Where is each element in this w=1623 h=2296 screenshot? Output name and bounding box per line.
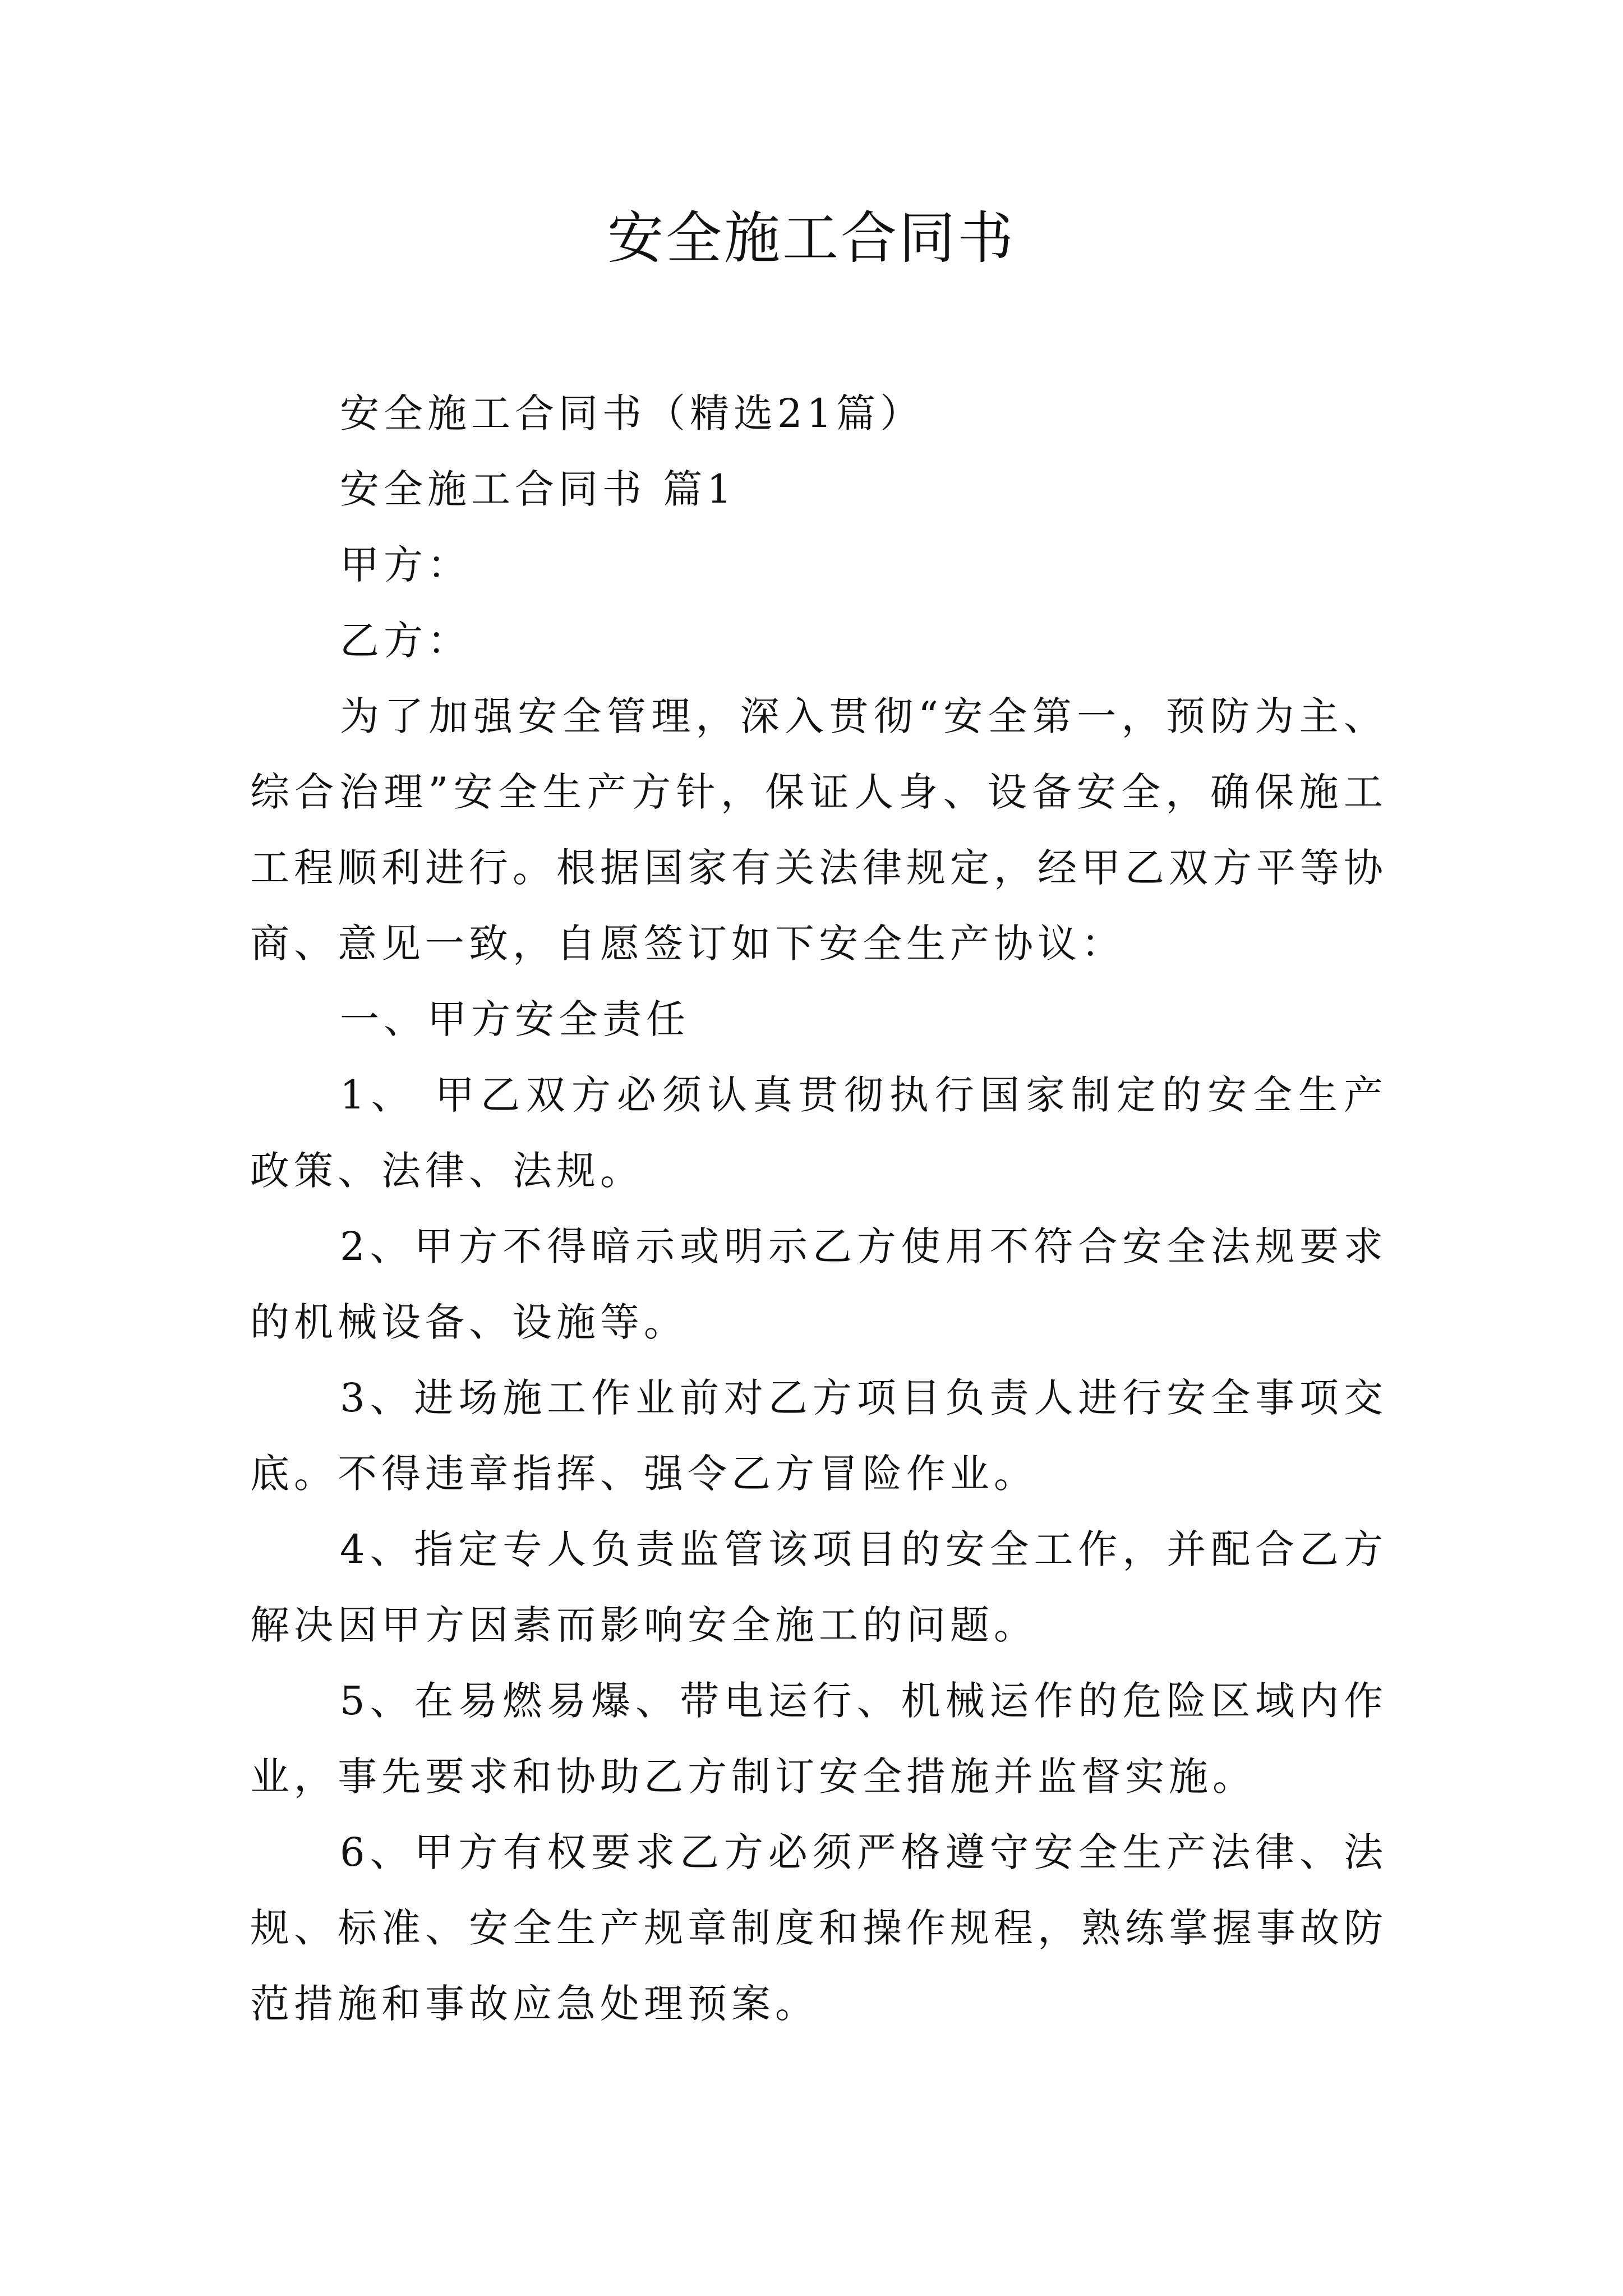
- paragraph-subtitle: 安全施工合同书（精选21篇）: [340, 390, 924, 436]
- paragraph-party-a-responsibility-heading: 一、甲方安全责任: [340, 996, 690, 1042]
- paragraph-item-2: 2、甲方不得暗示或明示乙方使用不符合安全法规要求的机械设备、设施等。: [250, 1223, 1387, 1345]
- paragraph-item-6: 6、甲方有权要求乙方必须严格遵守安全生产法律、法规、标准、安全生产规章制度和操作规程，熟练掌握事故防范措施和事故应急处理预案。: [250, 1829, 1387, 2027]
- paragraph-item-1: 1、 甲乙双方必须认真贯彻执行国家制定的安全生产政策、法律、法规。: [250, 1072, 1387, 1194]
- paragraph-item-5: 5、在易燃易爆、带电运行、机械运作的危险区域内作业，事先要求和协助乙方制订安全措施并监督实施。: [250, 1678, 1387, 1800]
- paragraph-item-3: 3、进场施工作业前对乙方项目负责人进行安全事项交底。不得违章指挥、强令乙方冒险作业。: [250, 1375, 1387, 1497]
- paragraph-party-b: 乙方：: [340, 618, 471, 664]
- paragraph-party-a: 甲方：: [340, 542, 471, 588]
- paragraph-section-heading: 安全施工合同书 篇1: [340, 466, 736, 512]
- paragraph-preamble: 为了加强安全管理，深入贯彻“安全第一，预防为主、综合治理”安全生产方针，保证人身、设备安全，确保施工工程顺利进行。根据国家有关法律规定，经甲乙双方平等协商、意见一致，自愿签订如下安全生产协议：: [250, 693, 1387, 967]
- document-body: [250, 376, 1387, 2042]
- document-title: 安全施工合同书: [607, 205, 1016, 271]
- paragraph-item-4: 4、指定专人负责监管该项目的安全工作，并配合乙方解决因甲方因素而影响安全施工的问题。: [250, 1526, 1387, 1648]
